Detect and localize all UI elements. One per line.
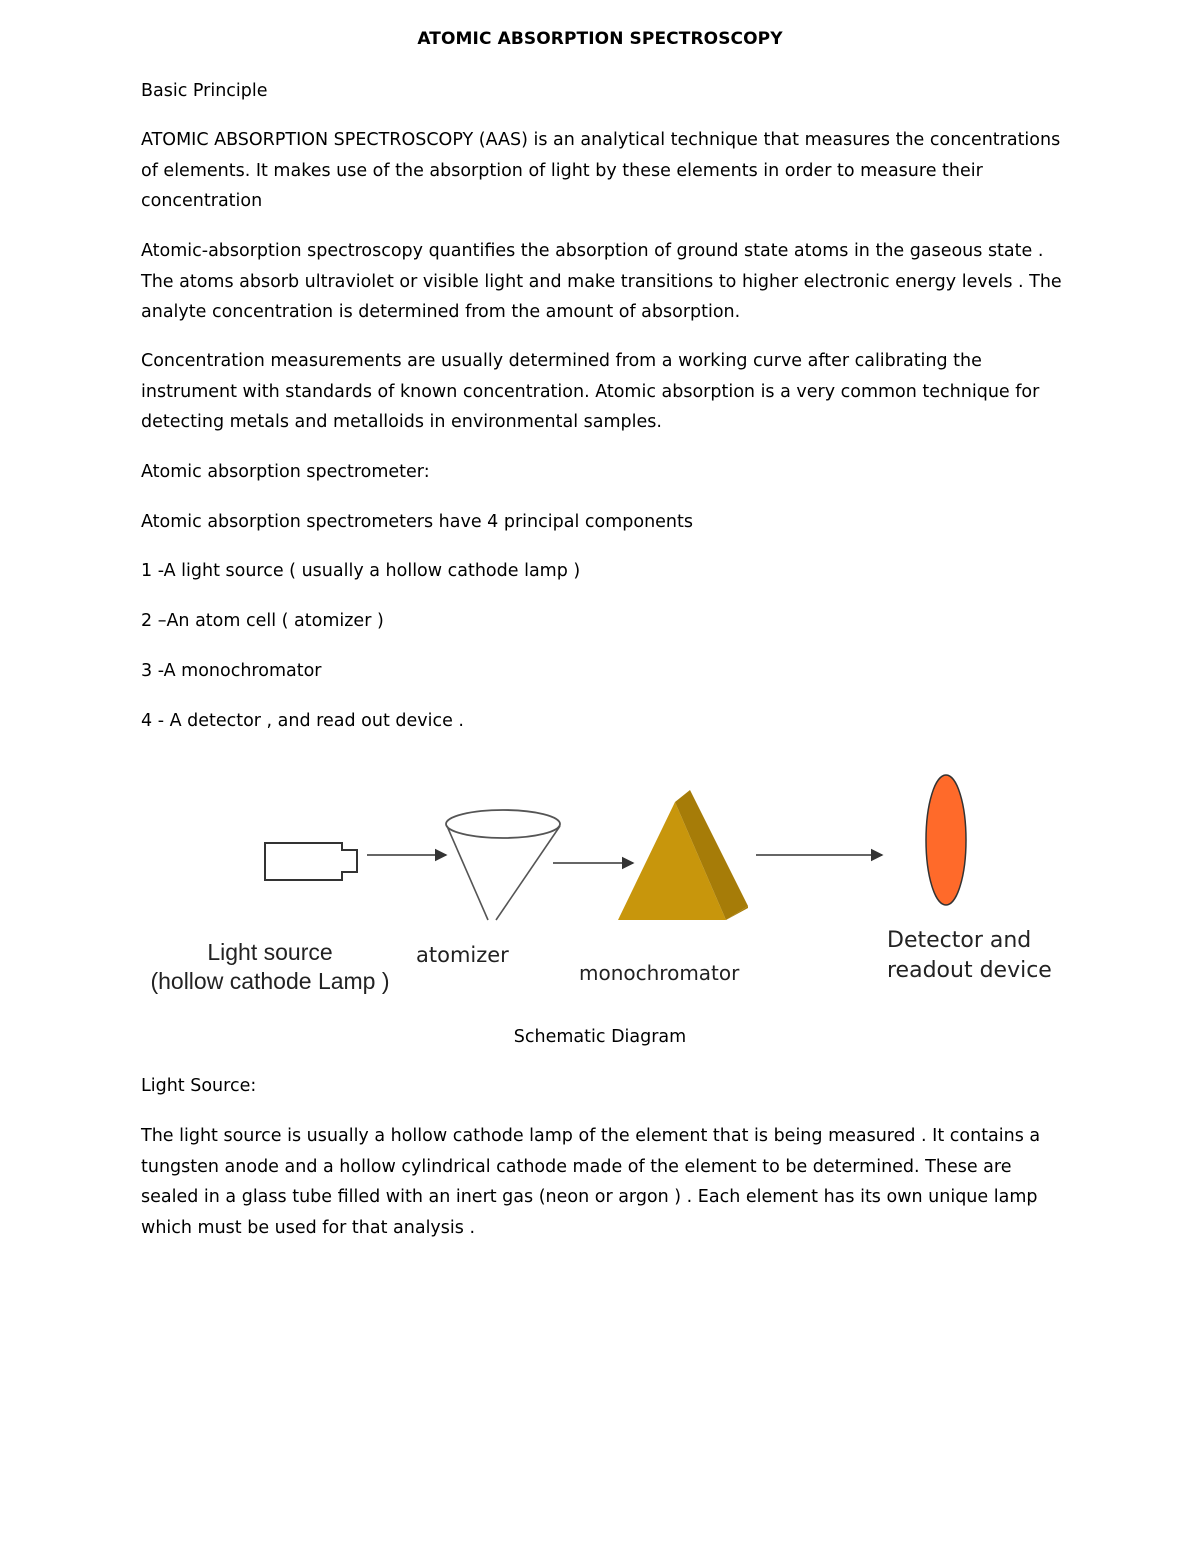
diagram-caption: Schematic Diagram: [513, 1027, 687, 1047]
schematic-diagram: [130, 762, 1080, 1012]
light-source-label: [140, 938, 400, 996]
detector-label: [887, 926, 1052, 986]
prism-icon: [618, 790, 748, 920]
detector-label-line1: Detector and: [887, 928, 1032, 953]
component-item-1: 1 -A light source ( usually a hollow cathode lamp ): [141, 561, 581, 581]
detector-label-line2: readout device: [887, 958, 1052, 983]
component-item-3: 3 -A monochromator: [141, 661, 322, 681]
atomizer-cone-icon: [446, 810, 560, 920]
document-title: ATOMIC ABSORPTION SPECTROSCOPY: [417, 29, 783, 49]
components-intro: Atomic absorption spectrometers have 4 principal components: [141, 512, 693, 532]
light-source-label-line2: (hollow cathode Lamp ): [150, 968, 390, 994]
atomizer-label: atomizer: [416, 943, 509, 967]
paragraph-aas-quantifies: Atomic-absorption spectroscopy quantifies the absorption of ground state atoms in the gaseous state . The atoms absorb ultraviolet or visible light and make transitions to higher electronic energy levels . The analyte concentration is determined from the amount of absorption.: [141, 241, 1062, 322]
component-item-2: 2 –An atom cell ( atomizer ): [141, 611, 384, 631]
light-source-label-line1: Light source: [207, 939, 333, 965]
detector-icon: [926, 775, 966, 905]
basic-principle-heading: Basic Principle: [141, 81, 268, 101]
spectrometer-heading: Atomic absorption spectrometer:: [141, 462, 430, 482]
lamp-icon: [265, 843, 357, 880]
paragraph-aas-definition: ATOMIC ABSORPTION SPECTROSCOPY (AAS) is an analytical technique that measures the concentrations of elements. It makes use of the absorption of light by these elements in order to measure their concentration: [141, 130, 1061, 211]
component-item-4: 4 - A detector , and read out device .: [141, 711, 464, 731]
paragraph-concentration-measurements: Concentration measurements are usually determined from a working curve after calibrating the instrument with standards of known concentration. Atomic absorption is a very common technique for detecting metals and metalloids in environmental samples.: [141, 351, 1040, 432]
paragraph-light-source: The light source is usually a hollow cathode lamp of the element that is being measured . It contains a tungsten anode and a hollow cylindrical cathode made of the element to be determined. These are sealed in a glass tube filled with an inert gas (neon or argon ) . Each element has its own unique lamp which must be used for that analysis .: [141, 1126, 1041, 1238]
monochromator-label: monochromator: [579, 961, 740, 985]
light-source-heading: Light Source:: [141, 1076, 257, 1096]
